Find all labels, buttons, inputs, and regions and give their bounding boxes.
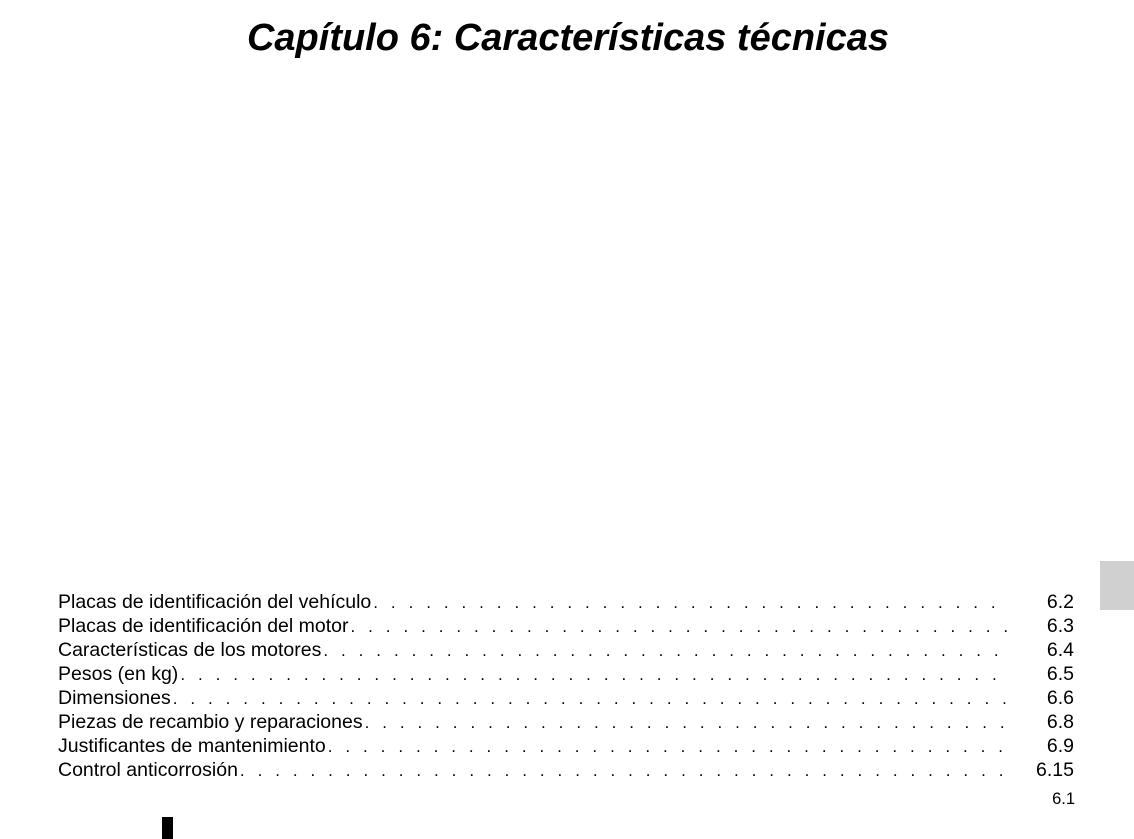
toc-entry-label: Control anticorrosión — [58, 759, 238, 781]
toc-entry-label: Características de los motores — [58, 639, 322, 661]
print-crop-mark — [162, 817, 173, 839]
toc-entry-label: Placas de identificación del vehículo — [58, 591, 372, 613]
toc-entry-page: 6.6 — [1046, 687, 1074, 709]
toc-dot-leader — [173, 687, 1010, 711]
toc-entry[interactable] — [58, 662, 1074, 686]
page-number: 6.1 — [1052, 790, 1075, 808]
toc-entry-label: Placas de identificación del motor — [58, 615, 349, 637]
toc-entry[interactable] — [58, 734, 1074, 758]
toc-entry[interactable] — [58, 614, 1074, 638]
toc-entry-page: 6.9 — [1046, 735, 1074, 757]
toc-entry-page: 6.15 — [1036, 759, 1074, 781]
toc-entry-label: Pesos (en kg) — [58, 663, 179, 685]
toc-dot-leader — [240, 759, 1010, 783]
toc-dot-leader — [180, 663, 1010, 687]
toc-dot-leader — [328, 735, 1010, 759]
toc-entry-label: Piezas de recambio y reparaciones — [58, 711, 363, 733]
table-of-contents — [58, 590, 1074, 782]
toc-dot-leader — [351, 615, 1011, 639]
toc-entry[interactable] — [58, 638, 1074, 662]
toc-entry[interactable] — [58, 590, 1074, 614]
toc-dot-leader — [373, 591, 1010, 615]
chapter-side-tab — [1100, 561, 1134, 610]
toc-entry-label: Dimensiones — [58, 687, 171, 709]
toc-entry-page: 6.5 — [1046, 663, 1074, 685]
toc-entry[interactable] — [58, 686, 1074, 710]
toc-entry-page: 6.3 — [1046, 615, 1074, 637]
toc-entry-page: 6.8 — [1046, 711, 1074, 733]
chapter-title: Capítulo 6: Características técnicas — [246, 17, 890, 59]
toc-dot-leader — [323, 639, 1010, 663]
toc-entry-label: Justificantes de mantenimiento — [58, 735, 326, 757]
toc-entry[interactable] — [58, 710, 1074, 734]
toc-entry-page: 6.2 — [1046, 591, 1074, 613]
toc-entry[interactable] — [58, 758, 1074, 782]
toc-entry-page: 6.4 — [1046, 639, 1074, 661]
toc-dot-leader — [365, 711, 1010, 735]
